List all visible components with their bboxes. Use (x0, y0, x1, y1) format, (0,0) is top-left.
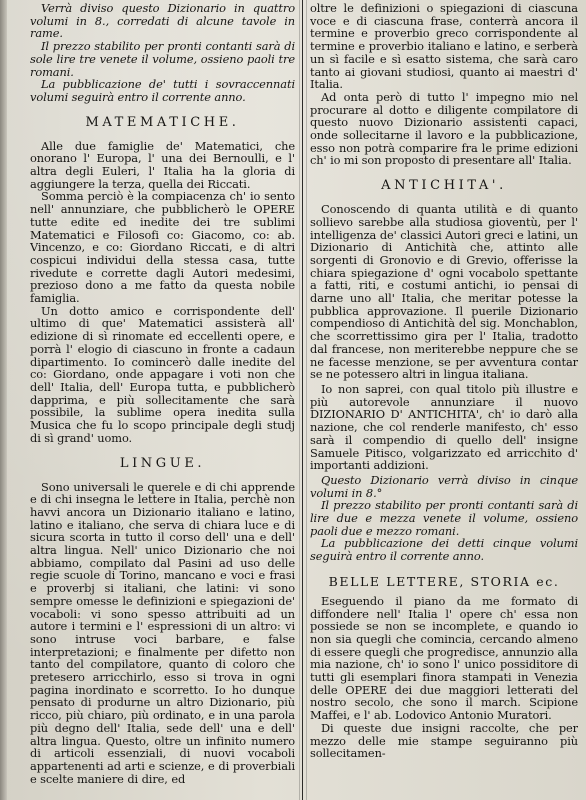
paragraph: La pubblicazione de' tutti i sovraccennati volumi seguirà entro il corrente anno. (30, 77, 295, 104)
column-divider (302, 0, 303, 800)
page-binding-shadow (0, 0, 7, 800)
section-heading-belle-lettere: BELLE LETTERE, STORIA ec. (328, 573, 560, 589)
section-heading-lingue: LINGUE. (119, 455, 206, 471)
paragraph: Di queste due insigni raccolte, che per mezzo delle mie stampe seguiranno più sollecitamen- (310, 720, 578, 761)
paragraph: oltre le definizioni o spiegazioni di ciascuna voce e di ciascuna frase, conterrà ancora il termine e proverbio greco corrispondente al termine e proverbio italiano e latino, e serberà un sì facile e sì esatto sistema, che sarà caro tanto ai giovani studiosi, quanto ai maestri d' Italia. (310, 2, 578, 92)
paragraph: Questo Dizionario verrà diviso in cinque volumi in 8.° (310, 472, 578, 500)
paragraph: Un dotto amico e corrispondente dell' ultimo di que' Matematici assisterà all' edizione di sì rinomate ed eccellenti opere, e porrà l' elogio di ciascuno in fronte a cadaun dipartimento. Io comincerò dalle inedite del co: Giordano, onde appagare i voti non che dell' Italia, dell' Europa tutta, e pubblicherò dapprima, e più sollecitamente che sarà possibile, la sublime opera inedita sulla Musica che fu lo scopo principale degli studj di sì grand' uomo. (30, 303, 295, 445)
paragraph: Alle due famiglie de' Matematici, che onorano l' Europa, l' una dei Bernoulli, e l' altra degli Euleri, l' Italia ha la gloria di aggiungere la terza, quella dei Riccati. (30, 138, 295, 191)
paragraph: La pubblicazione dei detti cinque volumi seguirà entro il corrente anno. (310, 536, 578, 564)
paragraph: Il prezzo stabilito per pronti contanti sarà di sole lire tre venete il volume, ossieno paoli tre romani. (30, 39, 295, 79)
section-heading-antichita: ANTICHITA'. (381, 178, 507, 194)
paragraph: Somma perciò è la compiacenza ch' io sento nell' annunziare, che pubblicherò le OPERE tutte edite ed inedite dei tre sublimi Matematici e Filosofi co: Giacomo, co: ab. Vincenzo, e co: Giordano Riccati, e di altri cospicui individui della stessa casa, tutte rivedute e corrette dagli Autori medesimi, prezioso dono a me fatto da questa nobile famiglia. (30, 189, 295, 306)
section-heading-matematiche: MATEMATICHE. (85, 114, 240, 130)
paragraph: Ad onta però di tutto l' impegno mio nel procurare al dotto e diligente compilatore di questo nuovo Dizionario assistenti capaci, onde sollecitarne il lavoro e la pubblicazione, esso non potrà comparire fra le prime edizioni ch' io mi son proposto di presentare all' Italia. (310, 89, 578, 168)
paragraph: Io non saprei, con qual titolo più illustre e più autorevole annunziare il nuovo DIZIONARIO D' ANTICHITA', ch' io darò alla nazione, che col renderle manifesto, ch' esso sarà il compendio di quello dell' insigne Samuele Pitisco, volgarizzato ed arricchito d' importanti addizioni. (310, 381, 578, 473)
paragraph: Conoscendo di quanta utilità e di quanto sollievo sarebbe alla studiosa gioventù, per l' intelligenza de' classici Autori greci e latini, un Dizionario di Antichità che, attinto alle sorgenti di Gronovio e di Grevio, offerisse la chiara spiegazione d' ogni vocabolo spettante a fatti, riti, e costumi antichi, io pensai di darne uno all' Italia, che meritar potesse la pubblica approvazione. Il puerile Dizionario compendioso di Antichità del sig. Monchablon, che scorrettissimo gira per l' Italia, tradotto dal francese, non meriterebbe neppure che se ne facesse menzione, se per avventura contar se ne potessero altri in lingua italiana. (310, 202, 578, 382)
paragraph: Sono universali le querele e di chi apprende e di chi insegna le lettere in Italia, perchè non havvi ancora un Dizionario italiano e latino, latino e italiano, che serva di chiara luce e di sicura scorta in tutto il corso dell' una e dell' altra lingua. Nell' unico Dizionario che noi abbiamo, compilato dal Pasini ad uso delle regie scuole di Torino, mancano e voci e frasi e proverbj si italiani, che latini: vi sono sempre omesse le definizioni e spiegazioni de' vocaboli: vi sono spesso attribuiti ad un autore i termini e l' espressioni di un altro: vi sono intruse voci barbare, e false interpretazioni; e finalmente per difetto non tanto del compilatore, quanto di coloro che pretesero arricchirlo, esso si trova in ogni pagina inordinato e scorretto. Io ho dunque pensato di produrne un altro Dizionario, più ricco, più chiaro, più ordinato, e in una parola più degno dell' Italia, sede dell' una e dell' altra lingua. Questo, oltre un infinito numero di articoli essenziali, di nuovi vocaboli appartenenti ad arti e scienze, e di proverbiali e scelte maniere di dire, ed (30, 479, 295, 786)
right-column (310, 2, 578, 800)
paragraph: Eseguendo il piano da me formato di diffondere nell' Italia l' opere ch' essa non possiede se non se incomplete, e quando io non sia quegli che comincia, cercando almeno di essere quegli che progredisce, annunzio alla mia nazione, ch' io sono l' unico possiditore di tutti gli esemplari finora stampati in Venezia delle OPERE dei due maggiori letterati del nostro secolo, che sono il march. Scipione Maffei, e l' ab. Lodovico Antonio Muratori. (310, 593, 578, 723)
paragraph: Il prezzo stabilito per pronti contanti sarà di lire due e mezza venete il volume, ossieno paoli due e mezzo romani. (310, 498, 578, 538)
left-column (30, 2, 295, 800)
paragraph: Verrà diviso questo Dizionario in quattro volumi in 8., corredati di alcune tavole in rame. (30, 2, 295, 41)
